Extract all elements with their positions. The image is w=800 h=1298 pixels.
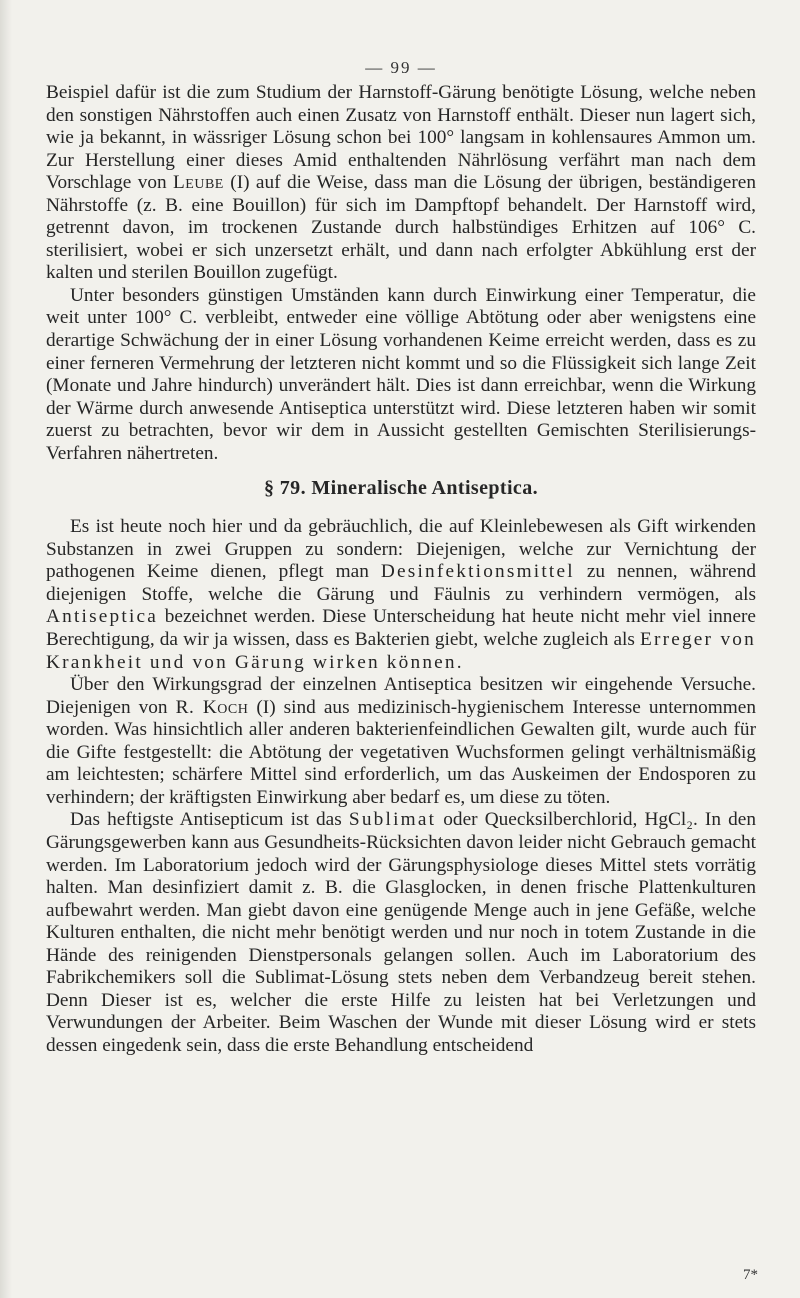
paragraph-text: zu nennen, während diejenigen Stoffe, welche die Gärung und Fäulnis zu verhindern vermögen, als xyxy=(46,561,756,605)
paragraph-text: oder Quecksilberchlorid, HgCl₂. In den Gärungsgewerben kann aus Gesundheits-Rücksichten davon leider nicht Gebrauch gemacht werden. Im Laboratorium jedoch wird der Gärungsphysiologe dieses Mittel stets vorrätig halten. Man desinfiziert damit z. B. die Glasglocken, in denen frische Plattenkulturen aufbewahrt werden. Man giebt davon eine genügende Menge auch in jene Gefäße, welche Kulturen enthalten, die nicht mehr benötigt werden und nur noch in totem Zustande in die Hände des reinigenden Dienstpersonals gelangen sollen. Auch im Laboratorium des Fabrikchemikers soll die Sublimat-Lösung stets neben dem Verbandzeug bereit stehen. Denn Dieser ist es, welcher die erste Hilfe zu leisten hat bei Verletzungen und Verwundungen der Arbeiter. Beim Waschen der Wunde mit dieser Lösung wird er stets dessen eingedenk sein, dass die erste Behandlung entscheidend xyxy=(46,809,756,1056)
paragraph-text: Über den Wirkungsgrad der einzelnen Antiseptica besitzen wir eingehende Versuche. Diejenigen von xyxy=(46,674,756,718)
page-edge-shadow xyxy=(0,0,12,1298)
page-number: — 99 — xyxy=(365,58,437,77)
signature-mark: 7* xyxy=(743,1267,758,1283)
paragraph-wirkungsgrad xyxy=(46,674,756,809)
section-heading: § 79. Mineralische Antiseptica. xyxy=(263,477,539,500)
paragraph-text: Beispiel dafür ist die zum Studium der Harnstoff-Gärung benötigte Lösung, welche neben den sonstigen Nährstoffen auch einen Zusatz von Harnstoff enthält. Dieser nun lagert sich, wie ja bekannt, in wässriger Lösung schon bei 100° langsam in kohlensaures Ammon um. Zur Herstellung einer dieses Amid enthaltenden Nährlösung verfährt man nach dem Vorschlage von xyxy=(46,82,756,194)
paragraph-temperatur: Unter besonders günstigen Umständen kann durch Einwirkung einer Temperatur, die weit unter 100° C. verbleibt, entweder eine völlige Abtötung oder aber wenigstens eine derartige Schwächung der in einer Lösung vorhandenen Keime erreicht werden, dass es zu einer ferneren Vermehrung der letzteren nicht kommt und so die Flüssigkeit sich lange Zeit (Monate und Jahre hindurch) unverändert hält. Dies ist dann erreichbar, wenn die Wirkung der Wärme durch anwesende Antiseptica unterstützt wird. Diese letzteren haben wir somit zuerst zu betrachten, bevor wir dem in Aussicht gestellten Gemischten Sterilisierungs-Verfahren nähertreten. xyxy=(46,284,756,464)
paragraph-text: Es ist heute noch hier und da gebräuchlich, die auf Kleinlebewesen als Gift wirkenden Substanzen in zwei Gruppen zu sondern: Diejenigen, welche zur Vernichtung der pathogenen Keime dienen, pflegt man xyxy=(46,516,756,583)
paragraph-text: Das heftigste Antisepticum ist das xyxy=(70,809,349,831)
paragraph-sublimat xyxy=(46,809,756,1057)
paragraph-text: (I) auf die Weise, dass man die Lösung der übrigen, beständigeren Nährstoffe (z. B. eine Bouillon) für sich im Dampftopf behandelt. Der Harnstoff wird, getrennt davon, im trockenen Zustande durch halbstündiges Erhitzen auf 106° C. sterilisiert, wobei er sich unzersetzt erhält, und dann nach erfolgter Abkühlung erst der kalten und sterilen Bouillon zugefügt. xyxy=(46,172,756,284)
emphasized-term: Antiseptica xyxy=(46,606,159,628)
paragraph-text: (I) sind aus medizinisch-hygienischem Interesse unternommen worden. Was hinsichtlich aller anderen bakterienfeindlichen Gewalten gilt, wurde auch für die Gifte festgestellt: die Abtötung der vegetativen Wuchsformen gelingt verhältnismäßig am leichtesten; schärfere Mittel sind erforderlich, um das Auskeimen der Endosporen zu verhindern; der kräftigsten Einwirkung aber bedarf es, um diese zu töten. xyxy=(46,696,757,808)
paragraph-harnstoff-loesung xyxy=(46,82,756,285)
paragraph-text: bezeichnet werden. Diese Unterscheidung hat heute nicht mehr viel innere Berechtigung, da wir ja wissen, dass es Bakterien giebt, welche zugleich als xyxy=(46,606,756,651)
author-name: R. Koch xyxy=(175,696,249,718)
emphasized-term: Sublimat xyxy=(348,809,437,831)
emphasized-term: Desinfektionsmittel xyxy=(380,561,575,583)
author-name: Leube xyxy=(173,172,224,194)
emphasized-term: Erreger von Krankheit und von Gärung wirken können. xyxy=(46,629,756,673)
paragraph-gift-gruppen xyxy=(46,516,756,674)
